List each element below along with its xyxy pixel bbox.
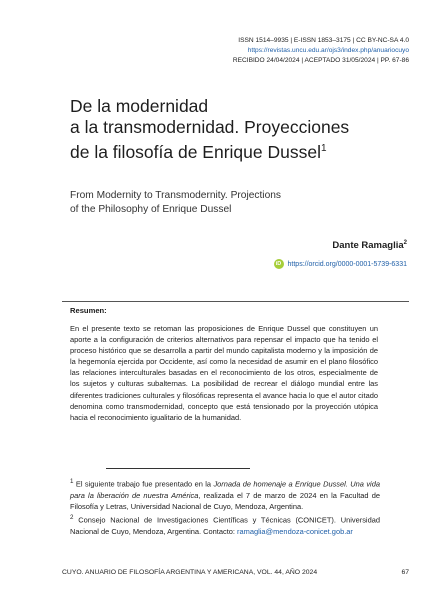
abstract-divider — [62, 301, 409, 302]
footnote-divider — [106, 468, 250, 469]
journal-url-link[interactable]: https://revistas.uncu.edu.ar/ojs3/index.php/anuariocuyo — [247, 47, 409, 54]
title-line-2: a la transmodernidad. Proyecciones — [70, 117, 350, 137]
footnote-1-post: , realizada el 7 de marzo de 2024 en la Facultad de Filosofía y Letras, Universidad Nacional de Cuyo, Mendoza, Argentina. — [70, 490, 380, 511]
article-title-spanish — [70, 96, 410, 163]
orcid-link[interactable]: https://orcid.org/0000-0001-5739-6331 — [287, 260, 407, 268]
page-footer — [62, 569, 409, 576]
author-name — [332, 240, 407, 251]
footnote-1-num: 1 — [70, 478, 74, 485]
journal-meta — [233, 36, 409, 66]
contact-email-link[interactable]: ramaglia@mendoza-conicet.gob.ar — [237, 526, 353, 536]
footnote-1-pre: El siguiente trabajo fue presentado en la — [73, 479, 214, 489]
page-number: 67 — [401, 569, 409, 576]
title-en-line-1: From Modernity to Transmodernity. Projections — [70, 190, 281, 201]
orcid-row — [274, 259, 407, 269]
author-footnote-mark[interactable]: 2 — [403, 240, 407, 246]
title-line-1: De la modernidad — [70, 96, 209, 116]
footnote-2-text: Consejo Nacional de Investigaciones Científicas y Técnicas (CONICET). Universidad Nacional de Cuyo, Mendoza, Argentina. Contacto: — [70, 515, 380, 536]
article-title-english — [70, 189, 390, 217]
dates-line: RECIBIDO 24/04/2024 | ACEPTADO 31/05/2024 | PP. 67-86 — [232, 57, 409, 64]
footnote-2-num: 2 — [70, 514, 74, 522]
title-line-3 — [70, 138, 410, 163]
issn-line: ISSN 1514–9935 | E-ISSN 1853–3175 | CC BY-NC-SA 4.0 — [238, 37, 409, 44]
footer-journal: CUYO. ANUARIO DE FILOSOFÍA ARGENTINA Y AMERICANA, VOL. 44, AÑO 2024 — [62, 569, 318, 576]
footnote-1-italic: Jornada de homenaje a Enrique Dussel. Una vida para la liberación de nuestra América — [70, 479, 380, 500]
footnote-2 — [70, 512, 380, 537]
orcid-icon: iD — [274, 259, 284, 269]
abstract-label: Resumen: — [70, 306, 107, 315]
footnotes — [70, 476, 380, 537]
title-footnote-mark[interactable]: 1 — [320, 143, 327, 154]
title-en-line-2: of the Philosophy of Enrique Dussel — [70, 204, 232, 215]
abstract-text: En el presente texto se retoman las proposiciones de Enrique Dussel que constituyen un aporte a la configuración de criterios alternativos para repensar el impacto que ha tenido el proceso histórico que se desarrolla a partir del mundo capitalista moderno y la imposición de la hegemonía ejercida por Occidente, así como la necesidad de asumir en el plano filosófico las relaciones interculturales basadas en el reconocimiento de los otros, especialmente de los sujetos y culturas subalternas. La posibilidad de recrear el diálogo mundial entre las diferentes tradiciones culturales y filosóficas representa el avance hacia lo que el autor citado denomina como transmodernidad, concepto que está tensionado por la proyección utópica hacia el reconocimiento igualitario de la humanidad. — [70, 324, 378, 422]
title-line-3-text: de la filosofía de Enrique Dussel — [70, 141, 321, 162]
footnote-1 — [70, 476, 380, 512]
author-name-text: Dante Ramaglia — [332, 240, 404, 252]
